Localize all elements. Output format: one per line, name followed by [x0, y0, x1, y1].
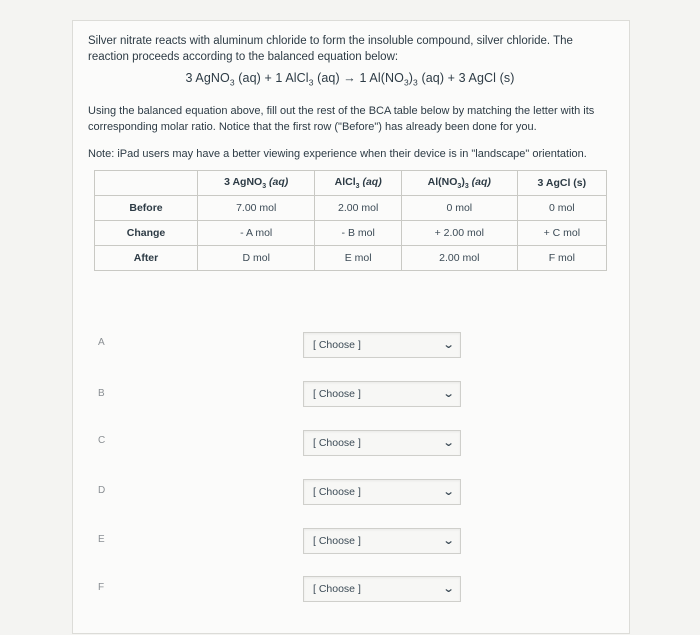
chevron-down-icon: ⌄ — [442, 486, 455, 498]
match-letter-c: C — [98, 435, 106, 446]
select-value: [ Choose ] — [313, 437, 361, 449]
match-select-c[interactable] — [303, 430, 461, 456]
table-row — [95, 196, 607, 221]
select-value: [ Choose ] — [313, 486, 361, 498]
match-letter-f: F — [98, 582, 105, 593]
instructions-text: Using the balanced equation above, fill out the rest of the BCA table below by matching the letter with its corresponding molar ratio. Notice that the first row ("Before") has already been done for you. — [88, 105, 595, 133]
chevron-down-icon: ⌄ — [442, 339, 455, 351]
row-label: Before — [95, 196, 198, 221]
header-agcl: 3 AgCl (s) — [517, 171, 606, 196]
row-label: Change — [95, 221, 198, 246]
cell: 7.00 mol — [198, 196, 315, 221]
eq-agcl: (aq) + 3 AgCl (s) — [417, 71, 515, 85]
cell: + 2.00 mol — [401, 221, 517, 246]
match-select-b[interactable] — [303, 381, 461, 407]
cell: F mol — [517, 246, 606, 271]
table-header-row — [95, 171, 607, 196]
row-label: After — [95, 246, 198, 271]
cell: 0 mol — [401, 196, 517, 221]
match-letter-d: D — [98, 485, 106, 496]
eq-alno3: (aq) → 1 Al(NO — [313, 71, 404, 85]
match-select-e[interactable] — [303, 528, 461, 554]
header-alcl3: AlCl$_3$ (aq) — [315, 171, 402, 196]
chevron-down-icon: ⌄ — [442, 437, 455, 449]
table-row — [95, 221, 607, 246]
eq-sub: 3 — [229, 77, 235, 88]
select-value: [ Choose ] — [313, 535, 361, 547]
select-value: [ Choose ] — [313, 583, 361, 595]
eq-sub: 3 — [308, 77, 314, 88]
eq-sub: 3 — [403, 77, 409, 88]
eq-alcl3: (aq) + 1 AlCl — [234, 71, 309, 85]
balanced-equation — [0, 71, 700, 88]
table-row — [95, 246, 607, 271]
cell: E mol — [315, 246, 402, 271]
header-alno3: $Al(NO_3)_3$ (aq) — [401, 171, 517, 196]
match-select-d[interactable] — [303, 479, 461, 505]
match-letter-e: E — [98, 534, 105, 545]
cell: 2.00 mol — [315, 196, 402, 221]
question-intro: Silver nitrate reacts with aluminum chloride to form the insoluble compound, silver chloride. The reaction proceeds according to the balanced equation below: — [88, 35, 573, 63]
eq-sub: 3 — [413, 77, 418, 88]
match-select-a[interactable] — [303, 332, 461, 358]
cell: 0 mol — [517, 196, 606, 221]
eq-agno3: 3 AgNO — [185, 71, 230, 85]
chevron-down-icon: ⌄ — [442, 583, 455, 595]
ipad-note: Note: iPad users may have a better viewing experience when their device is in "landscape" orientation. — [88, 148, 587, 160]
select-value: [ Choose ] — [313, 388, 361, 400]
header-agno3: 3 AgNO$_3$ (aq) — [198, 171, 315, 196]
match-letter-b: B — [98, 388, 105, 399]
cell: - A mol — [198, 221, 315, 246]
bca-table — [94, 170, 607, 271]
cell: - B mol — [315, 221, 402, 246]
header-empty — [95, 171, 198, 196]
match-letter-a: A — [98, 337, 105, 348]
chevron-down-icon: ⌄ — [442, 388, 455, 400]
cell: D mol — [198, 246, 315, 271]
cell: 2.00 mol — [401, 246, 517, 271]
match-select-f[interactable] — [303, 576, 461, 602]
chevron-down-icon: ⌄ — [442, 535, 455, 547]
cell: + C mol — [517, 221, 606, 246]
eq-paren: ) — [408, 71, 414, 85]
select-value: [ Choose ] — [313, 339, 361, 351]
